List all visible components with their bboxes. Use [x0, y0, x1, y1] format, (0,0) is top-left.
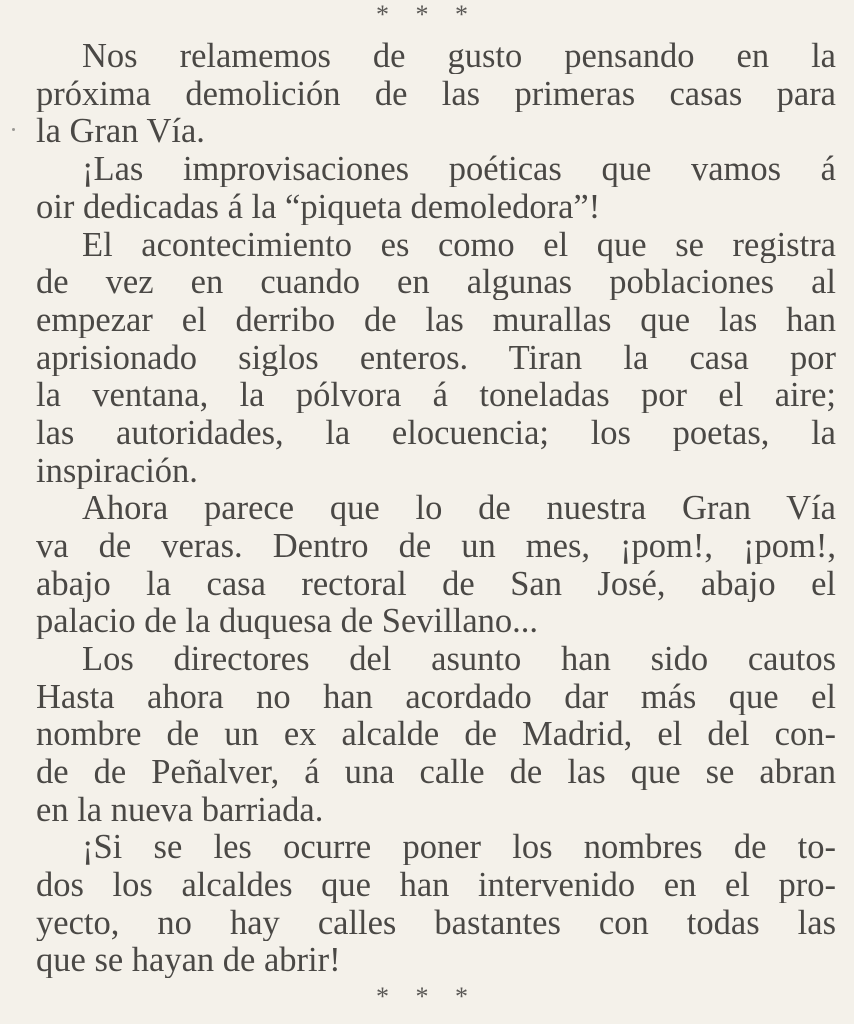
text-line: oir dedicadas á la “piqueta demoledora”!: [36, 189, 601, 225]
text-line: Ahora parece que lo de nuestra Gran Vía: [82, 490, 836, 526]
text-line: dos los alcaldes que han intervenido en el pro-: [36, 867, 836, 903]
text-line: abajo la casa rectoral de San José, abajo el: [36, 566, 836, 602]
ink-speck: [12, 128, 15, 131]
text-line: El acontecimiento es como el que se registra: [82, 227, 836, 263]
text-line: la ventana, la pólvora á toneladas por el aire;: [36, 377, 836, 413]
text-line: Los directores del asunto han sido cautos: [82, 641, 836, 677]
text-line: que se hayan de abrir!: [36, 942, 341, 978]
text-line: empezar el derribo de las murallas que las han: [36, 302, 836, 338]
text-line: palacio de la duquesa de Sevillano...: [36, 603, 539, 639]
text-line: de de Peñalver, á una calle de las que se abran: [36, 754, 836, 790]
text-line: nombre de un ex alcalde de Madrid, el del con-: [36, 716, 836, 752]
separator-bottom: * * *: [376, 982, 478, 1011]
text-line: va de veras. Dentro de un mes, ¡pom!, ¡pom!,: [36, 528, 836, 564]
text-line: próxima demolición de las primeras casas para: [36, 76, 836, 112]
text-line: ¡Las improvisaciones poéticas que vamos á: [82, 151, 836, 187]
text-line: inspiración.: [36, 453, 198, 489]
text-line: Hasta ahora no han acordado dar más que el: [36, 679, 836, 715]
text-line: la Gran Vía.: [36, 113, 205, 149]
text-line: en la nueva barriada.: [36, 792, 324, 828]
separator-top: * * *: [376, 0, 478, 29]
text-line: Nos relamemos de gusto pensando en la: [82, 38, 836, 74]
text-line: aprisionado siglos enteros. Tiran la casa por: [36, 340, 836, 376]
text-line: ¡Si se les ocurre poner los nombres de to-: [82, 829, 836, 865]
text-line: las autoridades, la elocuencia; los poetas, la: [36, 415, 836, 451]
text-line: yecto, no hay calles bastantes con todas las: [36, 905, 836, 941]
text-line: de vez en cuando en algunas poblaciones al: [36, 264, 836, 300]
